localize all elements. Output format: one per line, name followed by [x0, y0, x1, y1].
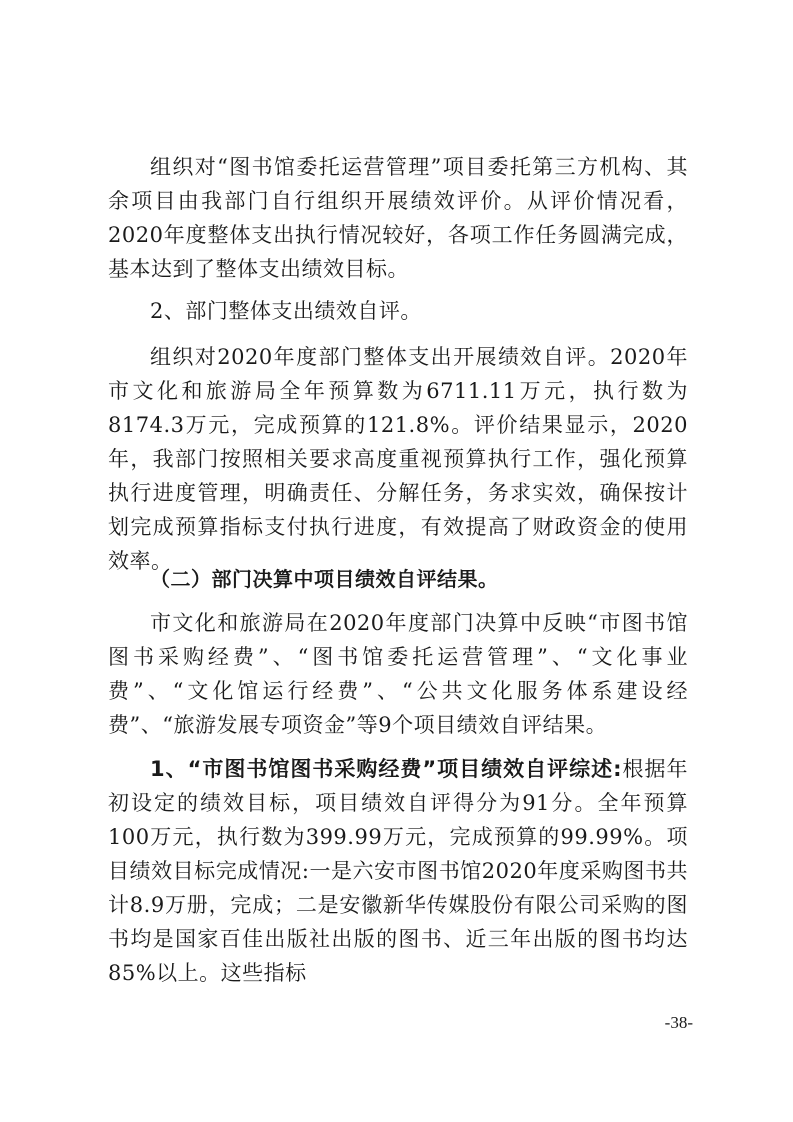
paragraph-overall-expenditure: 组织对2020年度部门整体支出开展绩效自评。2020年市文化和旅游局全年预算数为6711.11万元，执行数为 8174.3万元，完成预算的121.8%。评价结果显示，2020年，我部门按照相关要求高度重视预算执行工作，强化预算执行进度管理，明确责任、分解任务，务求实效，确保按计划完成预算指标支付执行进度，有效提高了财政资金的使用效率。	[108, 345, 688, 573]
paragraph-library-procurement-title: 1、“市图书馆图书采购经费”项目绩效自评综述:	[150, 757, 623, 781]
paragraph-section-2-title: 2、部门整体支出绩效自评。	[150, 299, 422, 323]
section-heading-project-results: （二）部门决算中项目绩效自评结果。	[150, 567, 499, 591]
paragraph-library-procurement	[108, 752, 688, 990]
paragraph-project-list: 市文化和旅游局在2020年度部门决算中反映“市图书馆图书采购经费”、“图书馆委托运营管理”、“文化事业费”、“文化馆运行经费”、“公共文化服务体系建设经费”、“旅游发展专项资金”等9个项目绩效自评结果。	[108, 611, 688, 737]
page-number: -38-	[664, 1013, 693, 1032]
paragraph-evaluation-intro: 组织对“图书馆委托运营管理”项目委托第三方机构、其余项目由我部门自行组织开展绩效评价。从评价情况看，2020年度整体支出执行情况较好，各项工作任务圆满完成，基本达到了整体支出绩效目标。	[108, 155, 688, 281]
paragraph-library-procurement-body: 根据年初设定的绩效目标，项目绩效自评得分为91分。全年预算100万元，执行数为399.99万元，完成预算的99.99%。项目绩效目标完成情况:一是六安市图书馆2020年度采购图书共计8.9万册，完成；二是安徽新华传媒股份有限公司采购的图书均是国家百佳出版社出版的图书、近三年出版的图书均达85%以上。这些指标	[108, 757, 689, 985]
